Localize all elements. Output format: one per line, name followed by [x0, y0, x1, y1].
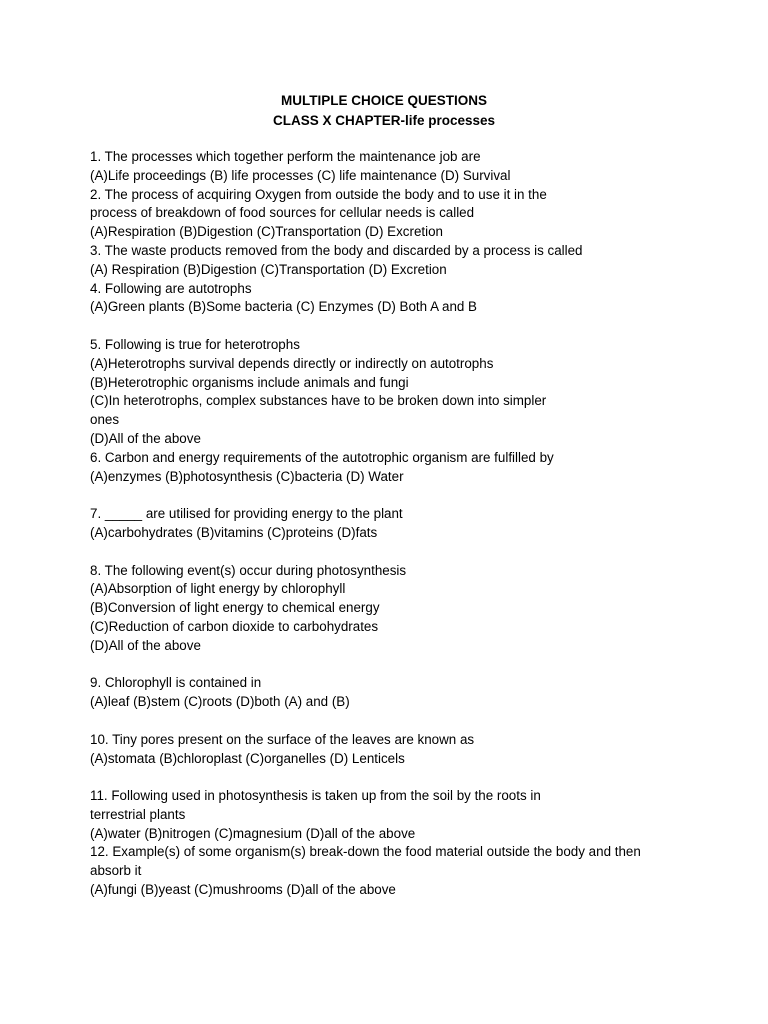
question-line: (A)Heterotrophs survival depends directly or indirectly on autotrophs: [90, 355, 494, 371]
question-text: 2. The process of acquiring Oxygen from outside the body and to use it in the: [90, 186, 547, 202]
question-line: (A)Life proceedings (B) life processes (C) life maintenance (D) Survival: [90, 167, 511, 183]
question-block-q11: [90, 787, 730, 843]
question-text: 5. Following is true for heterotrophs: [90, 336, 300, 352]
question-line: (D)All of the above: [90, 637, 201, 653]
question-text: 12. Example(s) of some organism(s) break-down the food material outside the body and then: [90, 844, 641, 860]
question-text: 1. The processes which together perform the maintenance job are: [90, 149, 481, 164]
question-text: 7. _____ are utilised for providing energy to the plant: [90, 506, 403, 522]
question-block-q12: [90, 843, 730, 899]
question-line: (D)All of the above: [90, 430, 201, 446]
question-line: (A)enzymes (B)photosynthesis (C)bacteria (D) Water: [90, 468, 404, 484]
question-line: (A)carbohydrates (B)vitamins (C)proteins (D)fats: [90, 524, 378, 540]
question-block-q4: [90, 280, 730, 318]
question-list: [90, 148, 730, 900]
document-subtitle: CLASS X CHAPTER-life processes: [272, 113, 496, 128]
question-block-q10: [90, 731, 730, 769]
question-line: (B)Conversion of light energy to chemical energy: [90, 600, 380, 616]
blank-line: [90, 656, 730, 675]
question-text: 10. Tiny pores present on the surface of the leaves are known as: [90, 731, 475, 747]
question-block-q3: [90, 242, 730, 280]
question-line: (B)Heterotrophic organisms include animals and fungi: [90, 374, 409, 390]
question-line: absorb it: [90, 863, 142, 879]
question-text: 6. Carbon and energy requirements of the autotrophic organism are fulfilled by: [90, 449, 554, 465]
question-line: (A)Absorption of light energy by chlorophyll: [90, 581, 346, 597]
question-block-q6: [90, 449, 730, 487]
question-block-q5: [90, 336, 730, 449]
question-block-q7: [90, 505, 730, 543]
question-line: (A)leaf (B)stem (C)roots (D)both (A) and (B): [90, 694, 350, 710]
question-line: (C)Reduction of carbon dioxide to carbohydrates: [90, 618, 379, 634]
question-line: (C)In heterotrophs, complex substances have to be broken down into simpler: [90, 393, 547, 409]
blank-line: [90, 486, 730, 505]
question-line: (A)Respiration (B)Digestion (C)Transportation (D) Excretion: [90, 224, 443, 240]
question-text: 11. Following used in photosynthesis is taken up from the soil by the roots in: [90, 788, 541, 804]
question-line: terrestrial plants: [90, 806, 186, 822]
question-line: (A)Green plants (B)Some bacteria (C) Enzymes (D) Both A and B: [90, 299, 477, 315]
question-line: (A) Respiration (B)Digestion (C)Transportation (D) Excretion: [90, 261, 447, 277]
question-block-q9: [90, 674, 730, 712]
question-line: (A)water (B)nitrogen (C)magnesium (D)all of the above: [90, 825, 416, 841]
question-line: ones: [90, 412, 120, 428]
question-block-q2: [90, 186, 730, 242]
question-text: 3. The waste products removed from the body and discarded by a process is called: [90, 242, 583, 258]
blank-line: [90, 543, 730, 562]
blank-line: [90, 712, 730, 731]
question-line: (A)fungi (B)yeast (C)mushrooms (D)all of the above: [90, 882, 396, 898]
question-line: process of breakdown of food sources for cellular needs is called: [90, 205, 475, 221]
blank-line: [90, 317, 730, 336]
question-text: 8. The following event(s) occur during photosynthesis: [90, 562, 407, 578]
question-text: 9. Chlorophyll is contained in: [90, 675, 262, 691]
document-title: MULTIPLE CHOICE QUESTIONS: [280, 93, 487, 108]
question-block-q8: [90, 562, 730, 656]
question-text: 4. Following are autotrophs: [90, 280, 252, 296]
blank-line: [90, 768, 730, 787]
question-block-q1: [90, 148, 730, 186]
question-line: (A)stomata (B)chloroplast (C)organelles (D) Lenticels: [90, 750, 405, 766]
